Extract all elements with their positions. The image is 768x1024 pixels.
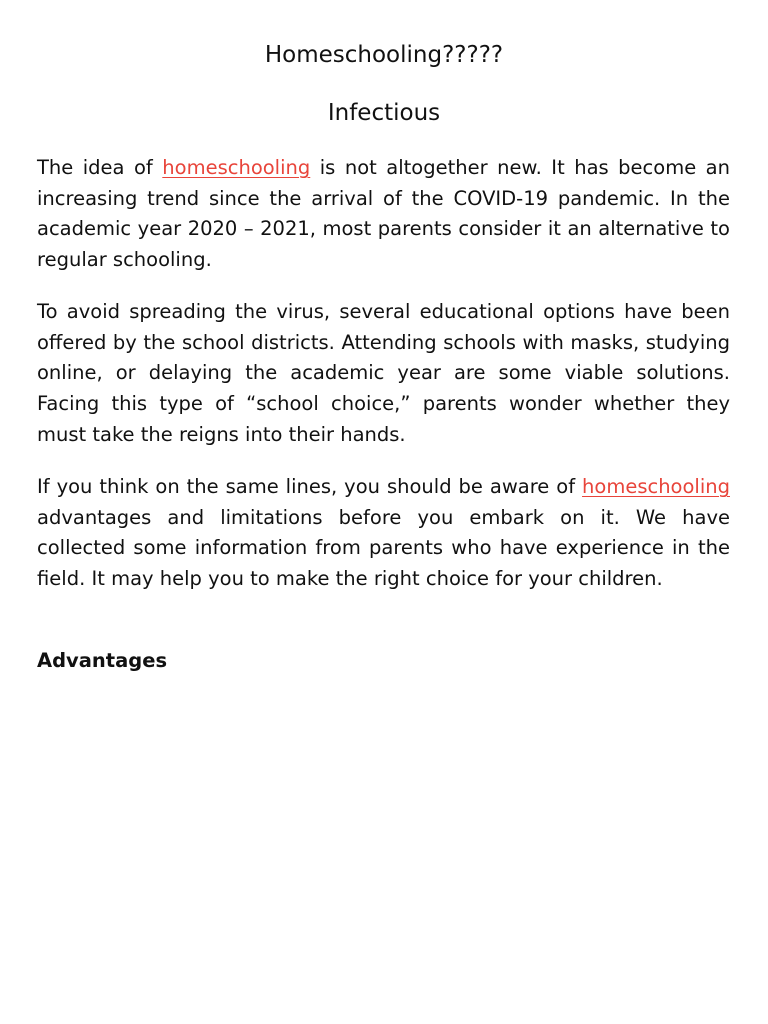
paragraph-awareness-text-end: advantages and limitations before you embark on it. We have collected some information from parents who have experience in the field. It may help you to make the right choice for your children. [37,505,730,591]
document-subtitle: Infectious [327,100,441,126]
paragraph-intro [37,153,730,276]
paragraph-awareness-text-start: If you think on the same lines, you should be aware of [37,475,583,498]
document-title: Homeschooling????? [264,42,504,68]
paragraph-options: To avoid spreading the virus, several educational options have been offered by the school districts. Attending schools with masks, studying online, or delaying the academic year are some viable solutions. Facing this type of “school choice,” parents wonder whether they must take the reigns into their hands. [37,300,730,446]
paragraph-intro-text-start: The idea of [37,156,163,179]
paragraph-awareness [37,472,730,595]
paragraph-intro-text-end: is not altogether new. It has become an increasing trend since the arrival of the COVID-19 pandemic. In the academic year 2020 – 2021, most parents consider it an alternative to regular schooling. [37,156,730,272]
section-heading-advantages: Advantages [37,649,168,672]
homeschooling-link-2[interactable]: homeschooling [582,475,730,498]
homeschooling-link[interactable]: homeschooling [162,156,311,179]
